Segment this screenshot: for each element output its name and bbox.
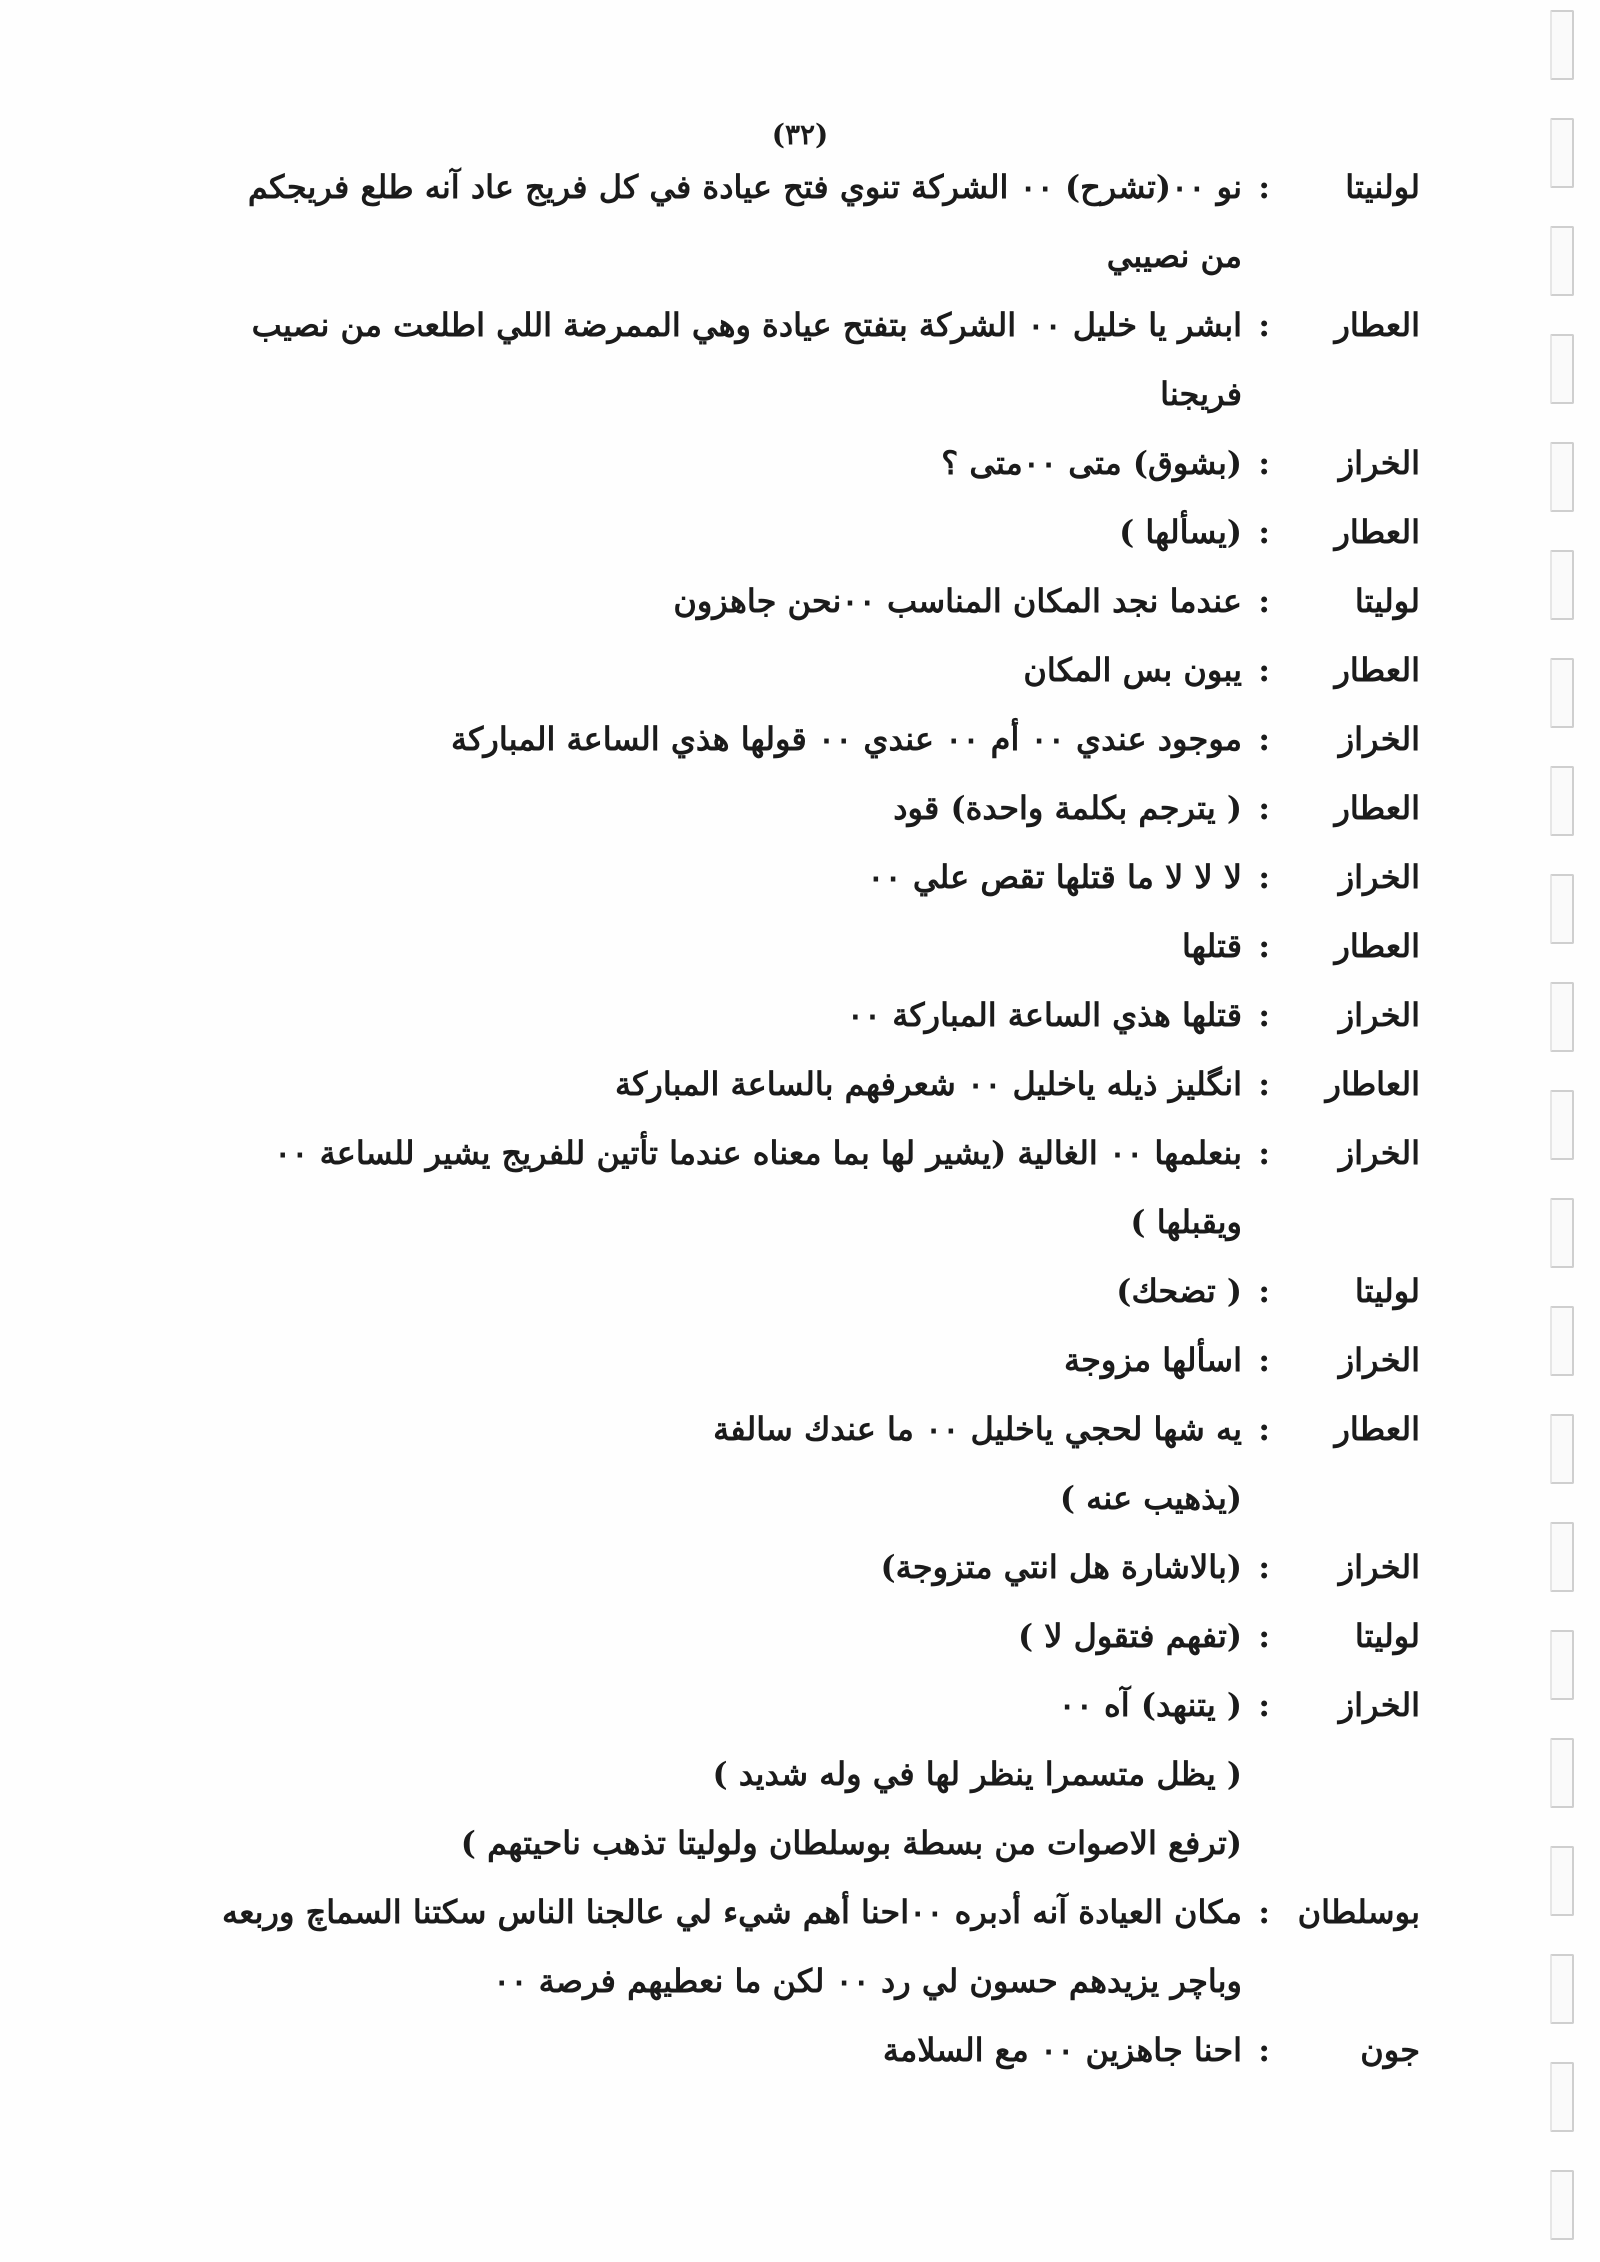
dialogue-text: :(بشوق) متى ٠٠متى ؟ [941,444,1270,482]
dialogue-text: :نو ٠٠(تشرح) ٠٠ الشركة تنوي فتح عيادة في كل فريج عاد آنه طلع فريجكم [247,168,1270,206]
dialogue-line [200,1272,1420,1341]
binding-ring [1550,10,1574,80]
dialogue-text-content: ( تضحك) [1116,1272,1242,1310]
binding-ring [1550,2062,1574,2132]
dialogue-text-content: ( يتنهد) آه ٠٠ [1058,1686,1242,1724]
dialogue-line [200,1134,1420,1203]
binding-ring [1550,1954,1574,2024]
dialogue-text-content: قتلها [1181,927,1242,965]
dialogue-text-content: يبون بس المكان [1023,651,1242,689]
dialogue-text: :( يترجم بكلمة واحدة) قود [893,789,1270,827]
binding-ring [1550,982,1574,1052]
dialogue-text: :( تضحك) [1116,1272,1270,1310]
binding-ring [1550,118,1574,188]
dialogue-text: :انگليز ذيله ياخليل ٠٠ شعرفهم بالساعة المباركة [614,1065,1270,1103]
dialogue-text-content: يه شها لحجي ياخليل ٠٠ ما عندك سالفة [713,1410,1242,1448]
dialogue-text-content: عندما نجد المكان المناسب ٠٠نحن جاهزون [673,582,1242,620]
dialogue-line [200,789,1420,858]
binding-ring [1550,1846,1574,1916]
dialogue-text: :موجود عندي ٠٠ أم ٠٠ عندي ٠٠ قولها هذي الساعة المباركة [450,720,1270,758]
dialogue-line [200,1341,1420,1410]
dialogue-text-content: ( يترجم بكلمة واحدة) قود [893,789,1242,827]
dialogue-text: :(يسألها ) [1119,513,1270,551]
dialogue-text-content: اسألها مزوجة [1063,1341,1242,1379]
binding-ring [1550,1090,1574,1160]
binding-ring [1550,1306,1574,1376]
dialogue-line [200,306,1420,375]
speaker-name: الخراز [1338,1686,1420,1724]
binding-ring [1550,1738,1574,1808]
spiral-binding [1548,0,1578,2262]
dialogue-line [200,651,1420,720]
stage-direction-text: (ترفع الاصوات من بسطة بوسلطان ولوليتا تذهب ناحيتهم ) [460,1824,1242,1862]
dialogue-text-content: (بالاشارة هل انتي متزوجة) [880,1548,1242,1586]
dialogue-line [200,444,1420,513]
dialogue-text: فريجنا [1160,375,1242,413]
dialogue-text: :(تفهم فتقول لا ) [1017,1617,1270,1655]
dialogue-text: (يذهيب عنه ) [1059,1479,1242,1517]
speaker-name: الخراز [1338,1134,1420,1172]
dialogue-text: :يبون بس المكان [1023,651,1270,689]
binding-ring [1550,658,1574,728]
binding-ring [1550,226,1574,296]
speaker-name: لوليتا [1354,582,1420,620]
speaker-name: الخراز [1338,996,1420,1034]
dialogue-text-content: نو ٠٠(تشرح) ٠٠ الشركة تنوي فتح عيادة في كل فريج عاد آنه طلع فريجكم [247,168,1242,206]
speaker-name: العاطار [1325,1065,1420,1103]
dialogue-text: :بنعلمها ٠٠ الغالية (يشير لها بما معناه عندما تأتين للفريج يشير للساعة ٠٠ [274,1134,1270,1172]
binding-ring [1550,334,1574,404]
dialogue-text-content: لا لا لا ما قتلها تقص علي ٠٠ [867,858,1242,896]
speaker-name: الخراز [1338,444,1420,482]
speaker-name: العطار [1334,306,1420,344]
binding-ring [1550,442,1574,512]
dialogue-line [200,858,1420,927]
dialogue-line [200,1962,1420,2031]
dialogue-line [200,927,1420,996]
dialogue-text: :قتلها هذي الساعة المباركة ٠٠ [846,996,1270,1034]
dialogue-text: :مكان العيادة آنه أدبره ٠٠احنا أهم شيء لي عالجنا الناس سكتنا السماچ وربعه [222,1893,1270,1931]
dialogue-line [200,1548,1420,1617]
speaker-name: الخراز [1338,720,1420,758]
dialogue-text-content: موجود عندي ٠٠ أم ٠٠ عندي ٠٠ قولها هذي الساعة المباركة [450,720,1242,758]
binding-ring [1550,1198,1574,1268]
speaker-name: لوليتا [1354,1617,1420,1655]
dialogue-text: ويقبلها ) [1130,1203,1242,1241]
dialogue-text: :احنا جاهزين ٠٠ مع السلامة [882,2031,1270,2069]
dialogue-line [200,1617,1420,1686]
dialogue-text: :لا لا لا ما قتلها تقص علي ٠٠ [867,858,1270,896]
speaker-name: العطار [1334,513,1420,551]
speaker-name: الخراز [1338,858,1420,896]
dialogue-text: :(بالاشارة هل انتي متزوجة) [880,1548,1270,1586]
speaker-name: العطار [1334,651,1420,689]
dialogue-text: :عندما نجد المكان المناسب ٠٠نحن جاهزون [673,582,1270,620]
dialogue-text-content: ابشر يا خليل ٠٠ الشركة بتفتح عيادة وهي الممرضة اللي اطلعت من نصيب [251,306,1242,344]
speaker-name: العطار [1334,789,1420,827]
speaker-name: لوليتا [1354,1272,1420,1310]
speaker-name: العطار [1334,927,1420,965]
binding-ring [1550,766,1574,836]
speaker-name: الخراز [1338,1341,1420,1379]
dialogue-text: :اسألها مزوجة [1063,1341,1270,1379]
dialogue-text-content: انگليز ذيله ياخليل ٠٠ شعرفهم بالساعة المباركة [614,1065,1242,1103]
dialogue-text-content: (بشوق) متى ٠٠متى ؟ [941,444,1242,482]
binding-ring [1550,550,1574,620]
binding-ring [1550,2170,1574,2240]
speaker-name: الخراز [1338,1548,1420,1586]
speaker-name: جون [1360,2031,1420,2069]
dialogue-line [200,168,1420,237]
speaker-name: لولنيتا [1345,168,1420,206]
binding-ring [1550,1630,1574,1700]
script-dialogue [200,168,1420,2100]
stage-direction [200,1824,1420,1893]
dialogue-text: وباچر يزيدهم حسون لي رد ٠٠ لكن ما نعطيهم فرصة ٠٠ [493,1962,1242,2000]
page-number: (٣٢) [771,118,829,151]
dialogue-text: :ابشر يا خليل ٠٠ الشركة بتفتح عيادة وهي الممرضة اللي اطلعت من نصيب [251,306,1270,344]
dialogue-text-content: بنعلمها ٠٠ الغالية (يشير لها بما معناه عندما تأتين للفريج يشير للساعة ٠٠ [274,1134,1242,1172]
dialogue-text-content: (تفهم فتقول لا ) [1017,1617,1242,1655]
dialogue-line [200,1203,1420,1272]
dialogue-line [200,1686,1420,1755]
dialogue-line [200,1065,1420,1134]
speaker-name: العطار [1334,1410,1420,1448]
dialogue-line [200,1893,1420,1962]
dialogue-text: من نصيبي [1106,237,1242,275]
binding-ring [1550,874,1574,944]
dialogue-line [200,1479,1420,1548]
dialogue-text-content: قتلها هذي الساعة المباركة ٠٠ [846,996,1242,1034]
dialogue-line [200,1410,1420,1479]
dialogue-text-content: مكان العيادة آنه أدبره ٠٠احنا أهم شيء لي عالجنا الناس سكتنا السماچ وربعه [222,1893,1242,1931]
dialogue-line [200,582,1420,651]
dialogue-text: :قتلها [1181,927,1270,965]
stage-direction-text: ( يظل متسمرا ينظر لها في وله شديد ) [712,1755,1242,1793]
dialogue-text-content: احنا جاهزين ٠٠ مع السلامة [882,2031,1242,2069]
binding-ring [1550,1414,1574,1484]
dialogue-line [200,237,1420,306]
dialogue-line [200,375,1420,444]
dialogue-line [200,513,1420,582]
dialogue-text: :( يتنهد) آه ٠٠ [1058,1686,1270,1724]
binding-ring [1550,1522,1574,1592]
dialogue-text: :يه شها لحجي ياخليل ٠٠ ما عندك سالفة [713,1410,1270,1448]
speaker-name: بوسلطان [1297,1893,1420,1931]
dialogue-text-content: (يسألها ) [1119,513,1242,551]
dialogue-line [200,720,1420,789]
stage-direction [200,1755,1420,1824]
dialogue-line [200,2031,1420,2100]
dialogue-line [200,996,1420,1065]
